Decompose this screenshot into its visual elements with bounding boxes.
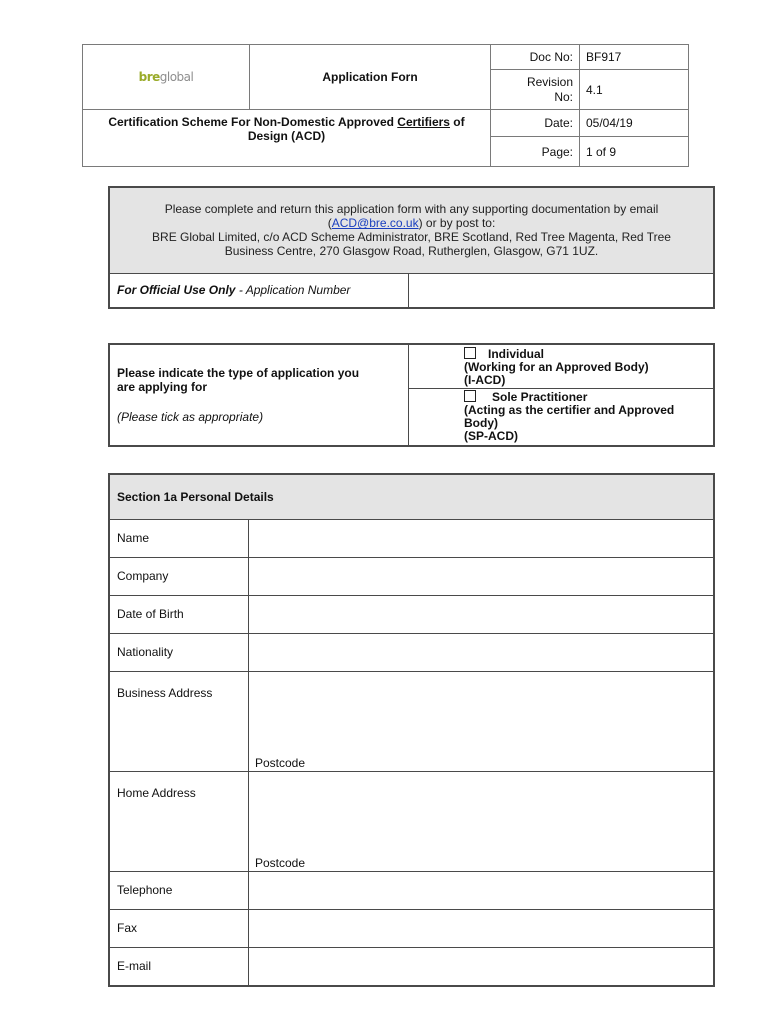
option-individual[interactable]: Individual (Working for an Approved Body) (I-ACD)	[409, 344, 715, 389]
form-title: Application Forn	[250, 45, 491, 110]
business-address-label: Business Address	[109, 671, 249, 771]
individual-checkbox[interactable]	[464, 347, 476, 359]
business-postcode[interactable]: Postcode	[255, 755, 306, 770]
instructions-box	[108, 186, 715, 309]
fax-field[interactable]	[249, 909, 715, 947]
sole-practitioner-checkbox[interactable]	[464, 390, 476, 402]
fax-label: Fax	[109, 909, 249, 947]
name-field[interactable]	[249, 519, 715, 557]
telephone-field[interactable]	[249, 871, 715, 909]
page-value: 1 of 9	[580, 137, 689, 167]
doc-no-value: BF917	[580, 45, 689, 70]
date-value: 05/04/19	[580, 110, 689, 137]
instructions-text: Please complete and return this application form with any supporting documentation by email (ACD@bre.co.uk) or by post to: BRE Global Limited, c/o ACD Scheme Administrator, BRE Scotland, Red Tree Magenta, Red Tree Business Centre, 270 Glasgow Road, Rutherglen, Glasgow, G71 1UZ.	[109, 187, 714, 273]
nationality-label: Nationality	[109, 633, 249, 671]
revision-label: Revision No:	[491, 70, 580, 110]
dob-field[interactable]	[249, 595, 715, 633]
bre-global-logo: breglobal	[83, 45, 250, 110]
telephone-label: Telephone	[109, 871, 249, 909]
revision-value: 4.1	[580, 70, 689, 110]
email-label: E-mail	[109, 947, 249, 986]
company-label: Company	[109, 557, 249, 595]
table-row	[109, 595, 714, 633]
home-address-label: Home Address	[109, 771, 249, 871]
doc-no-label: Doc No:	[491, 45, 580, 70]
document-header	[82, 44, 689, 167]
date-label: Date:	[491, 110, 580, 137]
application-type-question: Please indicate the type of application you are applying for (Please tick as appropriate)	[109, 344, 409, 446]
email-field[interactable]	[249, 947, 715, 986]
application-type-box	[108, 343, 715, 447]
name-label: Name	[109, 519, 249, 557]
scheme-title: Certification Scheme For Non-Domestic Approved Certifiers of Design (ACD)	[83, 110, 491, 167]
home-address-field[interactable]	[249, 771, 715, 871]
option-sole-practitioner[interactable]: Sole Practitioner (Acting as the certifier and Approved Body) (SP-ACD)	[409, 389, 715, 446]
table-row	[109, 557, 714, 595]
table-row	[109, 871, 714, 909]
section-title: Section 1a Personal Details	[109, 474, 714, 519]
page-label: Page:	[491, 137, 580, 167]
table-row	[109, 771, 714, 871]
table-row	[109, 909, 714, 947]
table-row	[109, 633, 714, 671]
official-use-label: For Official Use Only - Application Number	[109, 273, 409, 308]
dob-label: Date of Birth	[109, 595, 249, 633]
business-address-field[interactable]	[249, 671, 715, 771]
table-row	[109, 671, 714, 771]
personal-details-table	[108, 473, 715, 987]
acd-email-link[interactable]: ACD@bre.co.uk	[331, 216, 419, 231]
table-row	[109, 947, 714, 986]
home-postcode[interactable]: Postcode	[255, 855, 306, 870]
table-row	[109, 519, 714, 557]
application-number-field[interactable]	[409, 273, 715, 308]
company-field[interactable]	[249, 557, 715, 595]
nationality-field[interactable]	[249, 633, 715, 671]
